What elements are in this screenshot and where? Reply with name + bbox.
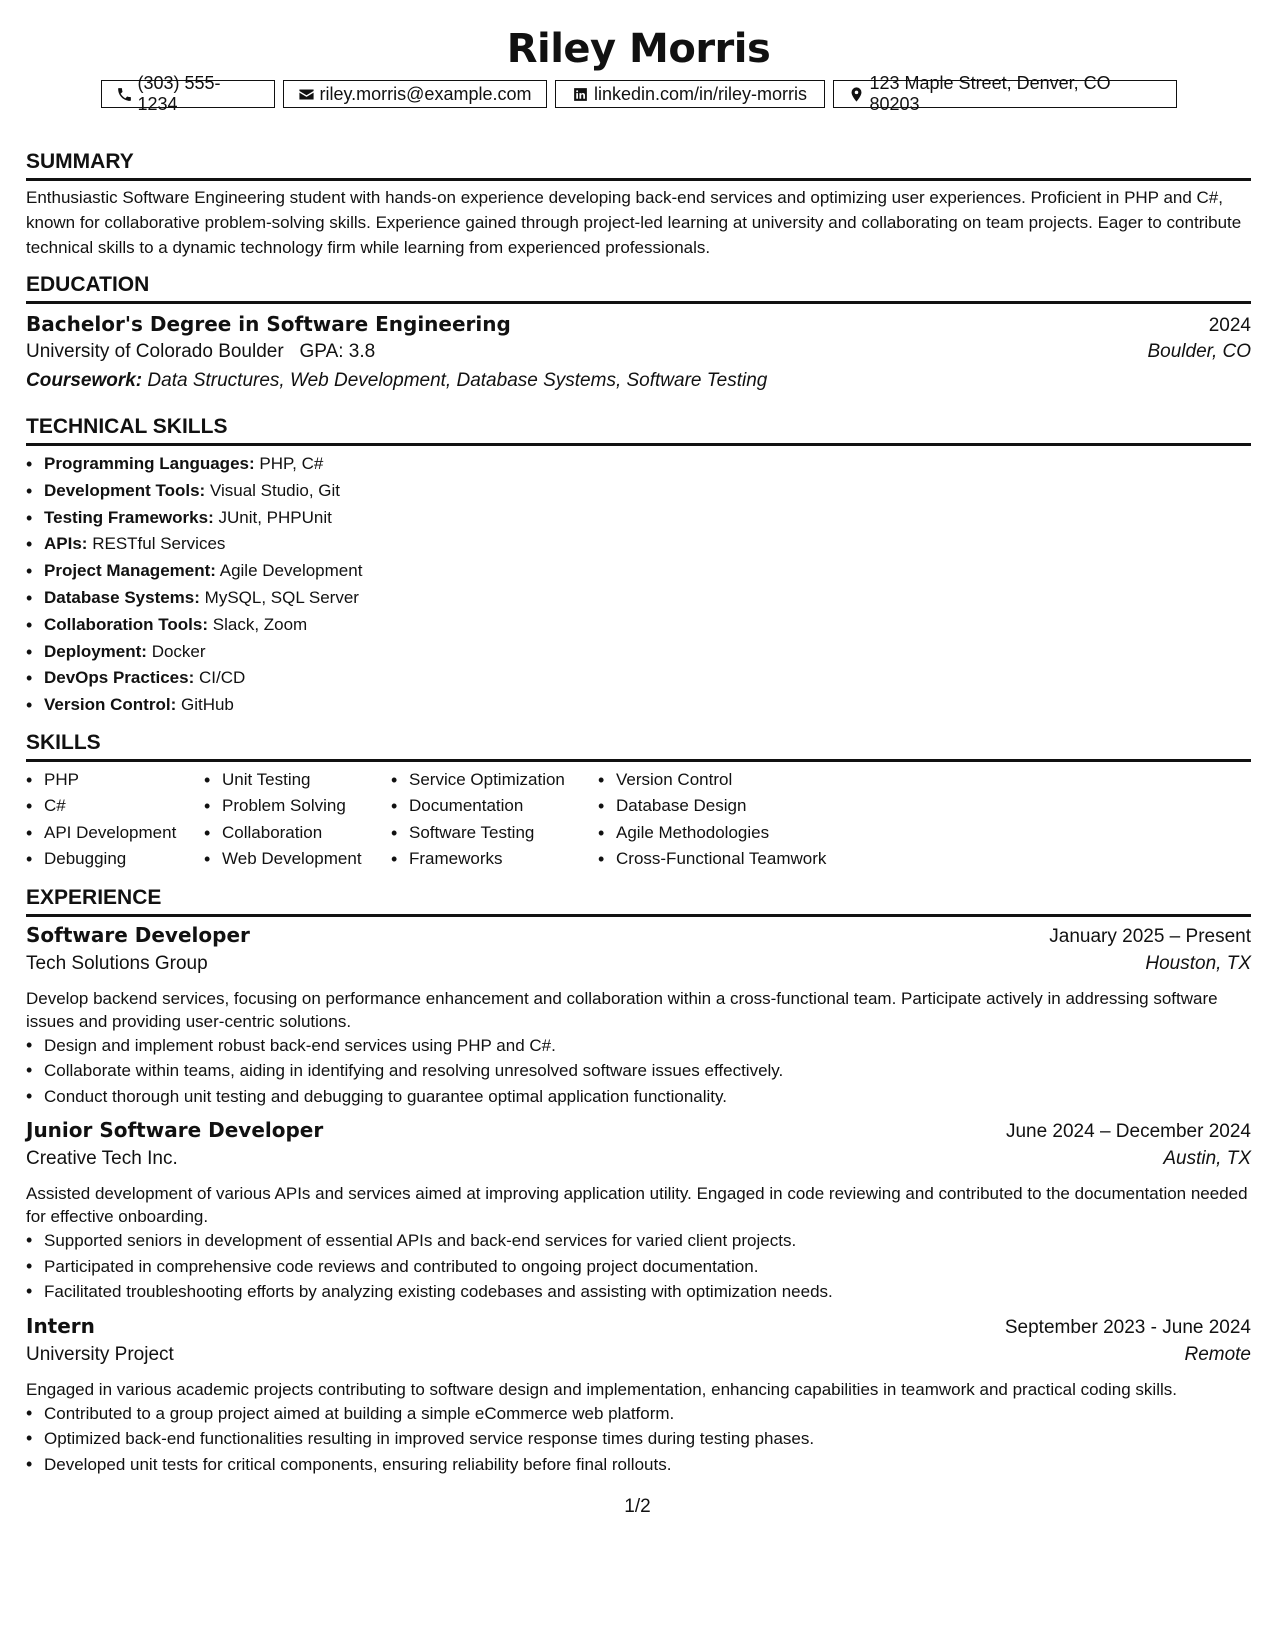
job-role: Junior Software Developer: [26, 1118, 324, 1143]
job-location: Remote: [1184, 1343, 1251, 1365]
job-summary: Engaged in various academic projects contributing to software design and implementation, enhancing capabilities in teamwork and practical coding skills.: [26, 1379, 1177, 1399]
skill-item: • API Development: [44, 820, 204, 847]
technical-skill-item: [44, 558, 1251, 585]
skills-section: [26, 730, 1251, 873]
school-location: Boulder, CO: [1147, 341, 1251, 362]
technical-skill-item: [44, 665, 1251, 692]
technical-skill-value: PHP, C#: [259, 454, 324, 473]
technical-skill-item: [44, 451, 1251, 478]
technical-skill-label: Development Tools:: [44, 480, 206, 500]
skill-item: • Debugging: [44, 846, 204, 873]
resume-page: [26, 0, 1251, 1477]
job-bullet: • Collaborate within teams, aiding in identifying and resolving unresolved software issues effectively.: [44, 1058, 1251, 1084]
job-bullets: [26, 1401, 1251, 1478]
experience-section: [26, 885, 1251, 1478]
technical-skill-label: Collaboration Tools:: [44, 614, 209, 634]
skill-item: • Service Optimization: [409, 767, 598, 794]
skills-column-list: [598, 767, 858, 873]
technical-skill-label: DevOps Practices:: [44, 668, 195, 688]
technical-skill-value: Agile Development: [219, 561, 363, 581]
technical-skill-label: Database Systems:: [44, 587, 200, 607]
technical-skill-label: Project Management:: [44, 561, 216, 581]
technical-skill-item: [44, 692, 1251, 719]
job-bullets: [26, 1033, 1251, 1110]
summary-heading: SUMMARY: [26, 149, 1251, 181]
skills-column: [204, 767, 391, 873]
degree-title: Bachelor's Degree in Software Engineering: [26, 312, 511, 336]
skill-item: • Frameworks: [409, 846, 598, 873]
linkedin-text: linkedin.com/in/riley-morris: [593, 83, 808, 104]
job-bullet: • Developed unit tests for critical components, ensuring reliability before final rollouts.: [44, 1452, 1251, 1478]
job-company-row: [26, 1344, 1251, 1374]
technical-skill-item: [44, 505, 1251, 532]
technical-skill-label: Deployment:: [44, 641, 147, 661]
page-number: 1/2: [624, 1496, 651, 1517]
job-bullet: • Contributed to a group project aimed at building a simple eCommerce web platform.: [44, 1401, 1251, 1427]
technical-skill-value: JUnit, PHPUnit: [218, 507, 332, 527]
candidate-name: Riley Morris: [506, 26, 771, 72]
map-pin-icon: [848, 86, 865, 103]
technical-skill-item: [44, 585, 1251, 612]
skill-item: • Version Control: [616, 767, 858, 794]
skill-item: • Software Testing: [409, 820, 598, 847]
job-dates: September 2023 - June 2024: [1004, 1316, 1251, 1338]
job-company: University Project: [26, 1343, 174, 1365]
job-company-row: [26, 1148, 1251, 1178]
skill-item: • Documentation: [409, 793, 598, 820]
skill-item: • Database Design: [616, 793, 858, 820]
job-bullet: • Optimized back-end functionalities resulting in improved service response times during testing phases.: [44, 1426, 1251, 1452]
contact-email[interactable]: [283, 80, 547, 108]
skills-column: [598, 767, 858, 873]
technical-skill-value: Slack, Zoom: [212, 614, 308, 634]
education-heading: EDUCATION: [26, 272, 1251, 304]
technical-skill-value: MySQL, SQL Server: [204, 587, 359, 607]
technical-skill-value: Docker: [151, 641, 206, 661]
contact-phone[interactable]: [101, 73, 275, 114]
education-row-degree: [26, 312, 1251, 341]
gpa: GPA: 3.8: [299, 341, 376, 362]
technical-skills-section: [26, 414, 1251, 719]
job-bullet: • Supported seniors in development of essential APIs and back-end services for varied client projects.: [44, 1228, 1251, 1254]
technical-skill-label: Testing Frameworks:: [44, 507, 214, 527]
coursework-list: Data Structures, Web Development, Database Systems, Software Testing: [147, 370, 768, 391]
skill-item: • Problem Solving: [222, 793, 391, 820]
job-title-row: [26, 1118, 1251, 1148]
job-summary: Assisted development of various APIs and services aimed at improving application utility. Engaged in code reviewing and contributed to the documentation needed for effective onboarding.: [26, 1184, 1248, 1227]
technical-skill-label: APIs:: [44, 534, 88, 554]
job-dates: June 2024 – December 2024: [1005, 1121, 1251, 1143]
skill-item: • Cross-Functional Teamwork: [616, 846, 858, 873]
coursework-line: [26, 370, 1251, 400]
technical-skill-value: Visual Studio, Git: [209, 480, 341, 500]
job-role: Intern: [26, 1313, 95, 1338]
skills-column-list: [204, 767, 391, 873]
technical-skill-label: Version Control:: [44, 695, 177, 715]
job-bullet: • Facilitated troubleshooting efforts by analyzing existing codebases and assisting with optimization needs.: [44, 1279, 1251, 1305]
job-summary: Develop backend services, focusing on performance enhancement and collaboration within a cross-functional team. Participate actively in addressing software issues and providing user-centric solutions.: [26, 988, 1218, 1031]
job-company-row: [26, 953, 1251, 983]
summary-text: Enthusiastic Software Engineering student with hands-on experience developing back-end services and optimizing user experiences. Proficient in PHP and C#, known for collaborative problem-solving skills. Experience gained through project-led learning at university and collaborating on team projects. Eager to contribute technical skills to a dynamic technology firm while learning from experienced professionals.: [26, 188, 1242, 257]
job-title-row: [26, 923, 1251, 953]
skill-item: • C#: [44, 793, 204, 820]
job-role: Software Developer: [26, 922, 250, 947]
coursework-label: Coursework:: [26, 370, 143, 391]
contact-linkedin[interactable]: [555, 80, 825, 108]
phone-text: (303) 555-1234: [137, 73, 221, 114]
technical-skill-value: CI/CD: [198, 668, 246, 688]
technical-skill-item: [44, 639, 1251, 666]
email-text: riley.morris@example.com: [319, 83, 532, 104]
job-bullet: • Conduct thorough unit testing and debugging to guarantee optimal application functionality.: [44, 1084, 1251, 1110]
school-name: University of Colorado Boulder: [26, 341, 284, 362]
technical-skill-item: [44, 531, 1251, 558]
job-entry: [26, 923, 1251, 1110]
skills-heading: SKILLS: [26, 730, 1251, 762]
address-text: 123 Maple Street, Denver, CO 80203: [869, 73, 1111, 114]
education-section: [26, 272, 1251, 400]
technical-skill-value: RESTful Services: [92, 534, 226, 554]
job-location: Austin, TX: [1163, 1148, 1251, 1170]
education-row-school: [26, 341, 1251, 370]
skills-column-list: [26, 767, 204, 873]
school-line: [26, 341, 375, 363]
skills-column: [26, 767, 204, 873]
technical-skill-value: GitHub: [180, 695, 234, 715]
contact-bar: [26, 73, 1251, 114]
skills-column: [391, 767, 598, 873]
phone-icon: [116, 86, 133, 103]
summary-section: [26, 149, 1251, 260]
skill-item: • Unit Testing: [222, 767, 391, 794]
skill-item: • Agile Methodologies: [616, 820, 858, 847]
job-bullet: • Participated in comprehensive code reviews and contributed to ongoing project documentation.: [44, 1254, 1251, 1280]
experience-heading: EXPERIENCE: [26, 885, 1251, 917]
skills-grid: [26, 767, 1251, 873]
graduation-year: 2024: [1208, 315, 1251, 336]
job-company: Tech Solutions Group: [26, 952, 208, 974]
envelope-icon: [298, 86, 315, 103]
skill-item: • Collaboration: [222, 820, 391, 847]
technical-skill-item: [44, 478, 1251, 505]
technical-skills-heading: TECHNICAL SKILLS: [26, 414, 1251, 446]
experience-list: [26, 923, 1251, 1478]
job-company: Creative Tech Inc.: [26, 1148, 178, 1170]
technical-skill-label: Programming Languages:: [44, 454, 255, 473]
job-location: Houston, TX: [1145, 952, 1251, 974]
job-bullets: [26, 1228, 1251, 1305]
contact-address[interactable]: [833, 73, 1177, 114]
job-entry: [26, 1314, 1251, 1478]
linkedin-icon: [572, 86, 589, 103]
skill-item: • PHP: [44, 767, 204, 794]
job-entry: [26, 1118, 1251, 1305]
job-dates: January 2025 – Present: [1049, 925, 1251, 947]
job-title-row: [26, 1314, 1251, 1344]
skill-item: • Web Development: [222, 846, 391, 873]
technical-skill-item: [44, 612, 1251, 639]
technical-skills-list: [26, 451, 1251, 719]
skills-column-list: [391, 767, 598, 873]
job-bullet: • Design and implement robust back-end services using PHP and C#.: [44, 1033, 1251, 1059]
